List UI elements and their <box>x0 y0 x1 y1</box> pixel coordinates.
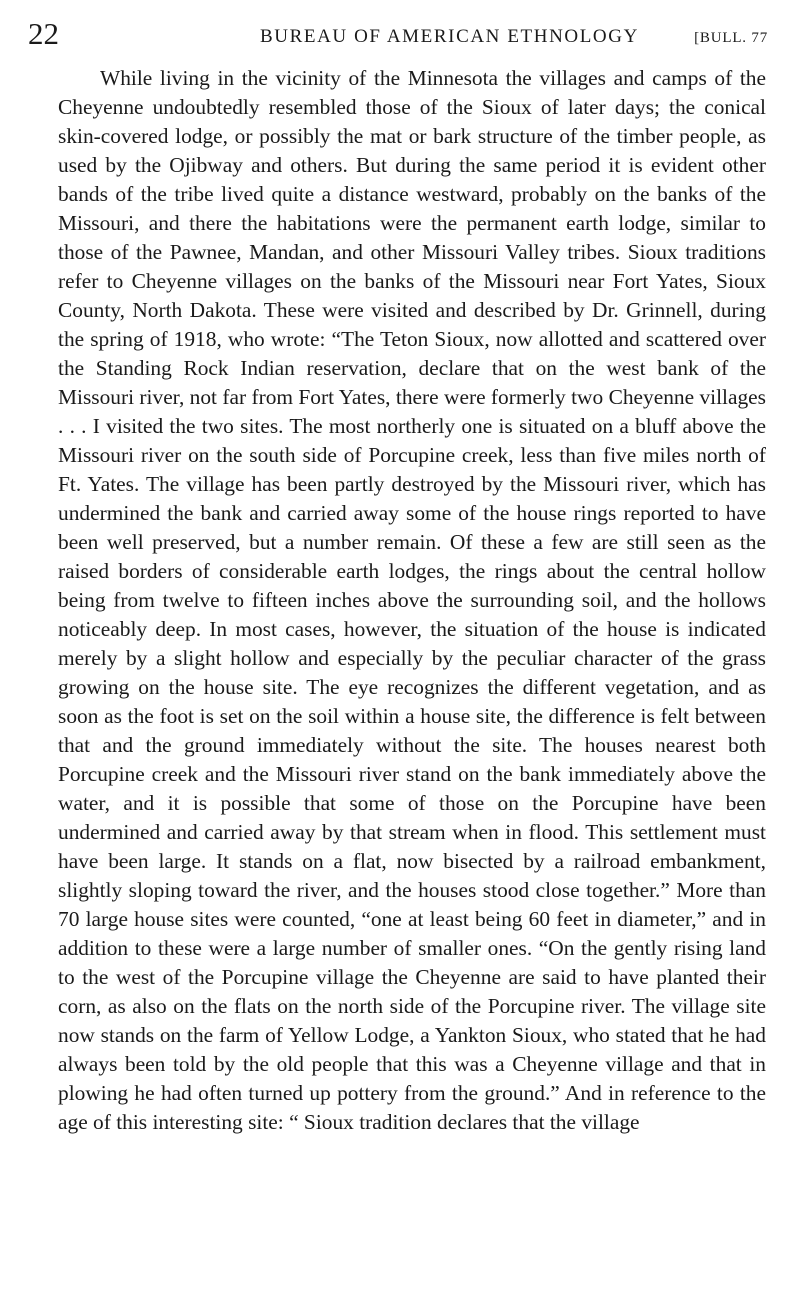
bulletin-reference: [BULL. 77 <box>694 30 768 46</box>
page-number: 22 <box>28 16 59 51</box>
body-paragraph: While living in the vicinity of the Minnesota the villages and camps of the Cheyenne undoubtedly resembled those of the Sioux of later days; the conical skin-covered lodge, or possibly the mat or bark structure of the timber people, as used by the Ojibway and others. But during the same period it is evident other bands of the tribe lived quite a distance westward, probably on the banks of the Missouri, and there the habitations were the permanent earth lodge, similar to those of the Pawnee, Mandan, and other Missouri Valley tribes. Sioux traditions refer to Cheyenne villages on the banks of the Missouri near Fort Yates, Sioux County, North Dakota. These were visited and described by Dr. Grinnell, during the spring of 1918, who wrote: “The Teton Sioux, now allotted and scattered over the Standing Rock Indian reservation, declare that on the west bank of the Missouri river, not far from Fort Yates, there were formerly two Cheyenne villages . . . I visited the two sites. The most northerly one is situated on a bluff above the Missouri river on the south side of Porcupine creek, less than five miles north of Ft. Yates. The village has been partly destroyed by the Missouri river, which has undermined the bank and carried away some of the house rings reported to have been well preserved, but a number remain. Of these a few are still seen as the raised borders of considerable earth lodges, the rings about the central hollow being from twelve to fifteen inches above the surrounding soil, and the hollows noticeably deep. In most cases, however, the situation of the house is indicated merely by a slight hollow and especially by the peculiar character of the grass growing on the house site. The eye recognizes the different vegetation, and as soon as the foot is set on the soil within a house site, the difference is felt between that and the ground immediately without the site. The houses nearest both Porcupine creek and the Missouri river stand on the bank immediately above the water, and it is possible that some of those on the Porcupine have been undermined and carried away by that stream when in flood. This settlement must have been large. It stands on a flat, now bisected by a railroad embankment, slightly sloping toward the river, and the houses stood close together.” More than 70 large house sites were counted, “one at least being 60 feet in diameter,” and in addition to these were a large number of smaller ones. “On the gently rising land to the west of the Porcupine village the Cheyenne are said to have planted their corn, as also on the flats on the north side of the Porcupine river. The village site now stands on the farm of Yellow Lodge, a Yankton Sioux, who stated that he had always been told by the old people that this was a Cheyenne village and that in plowing he had often turned up pottery from the ground.” And in reference to the age of this interesting site: “ Sioux tradition declares that the village <box>58 66 766 1134</box>
page-header <box>28 14 768 54</box>
running-head: BUREAU OF AMERICAN ETHNOLOGY <box>260 26 639 47</box>
